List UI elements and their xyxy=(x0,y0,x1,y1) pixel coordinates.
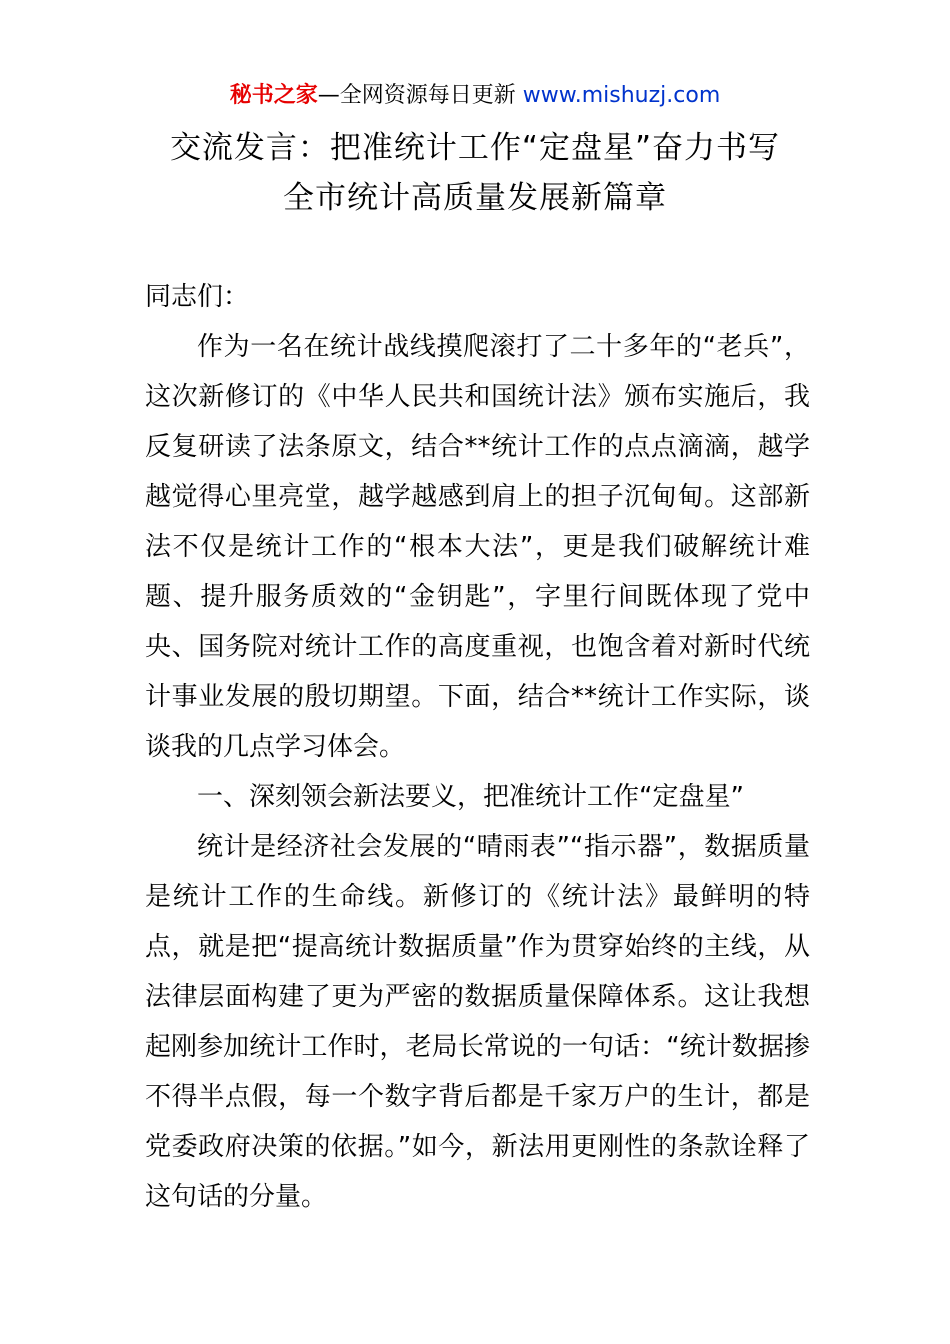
document-title-line-2: 全市统计高质量发展新篇章 xyxy=(283,180,667,216)
document-title-line-1: 交流发言：把准统计工作“定盘星”奋力书写 xyxy=(169,130,781,166)
paragraph-intro: 作为一名在统计战线摸爬滚打了二十多年的“老兵”，这次新修订的《中华人民共和国统计法》颁布实施后，我反复研读了法条原文，结合**统计工作的点点滴滴，越学越觉得心里亮堂，越学越感到肩上的担子沉甸甸。这部新法不仅是统计工作的“根本大法”，更是我们破解统计难题、提升服务质效的“金钥匙”，字里行间既体现了党中央、国务院对统计工作的高度重视，也饱含着对新时代统计事业发展的殷切期望。下面，结合**统计工作实际，谈谈我的几点学习体会。 xyxy=(145,332,810,762)
brand-name: 秘书之家 xyxy=(229,83,318,108)
greeting: 同志们： xyxy=(145,282,250,312)
paragraph-section-1: 统计是经济社会发展的“晴雨表”“指示器”，数据质量是统计工作的生命线。新修订的《统计法》最鲜明的特点，就是把“提高统计数据质量”作为贯穿始终的主线，从法律层面构建了更为严密的数据质量保障体系。这让我想起刚参加统计工作时，老局长常说的一句话：“统计数据掺不得半点假，每一个数字背后都是千家万户的生计，都是党委政府决策的依据。”如今，新法用更刚性的条款诠释了这句话的分量。 xyxy=(145,832,810,1212)
site-header xyxy=(0,80,950,112)
site-url[interactable]: www.mishuzj.com xyxy=(522,83,721,108)
greeting-block xyxy=(145,272,810,322)
body-content xyxy=(145,322,810,1222)
section-heading-1: 一、深刻领会新法要义，把准统计工作“定盘星” xyxy=(197,782,744,812)
header-tagline: —全网资源每日更新 xyxy=(317,83,523,108)
